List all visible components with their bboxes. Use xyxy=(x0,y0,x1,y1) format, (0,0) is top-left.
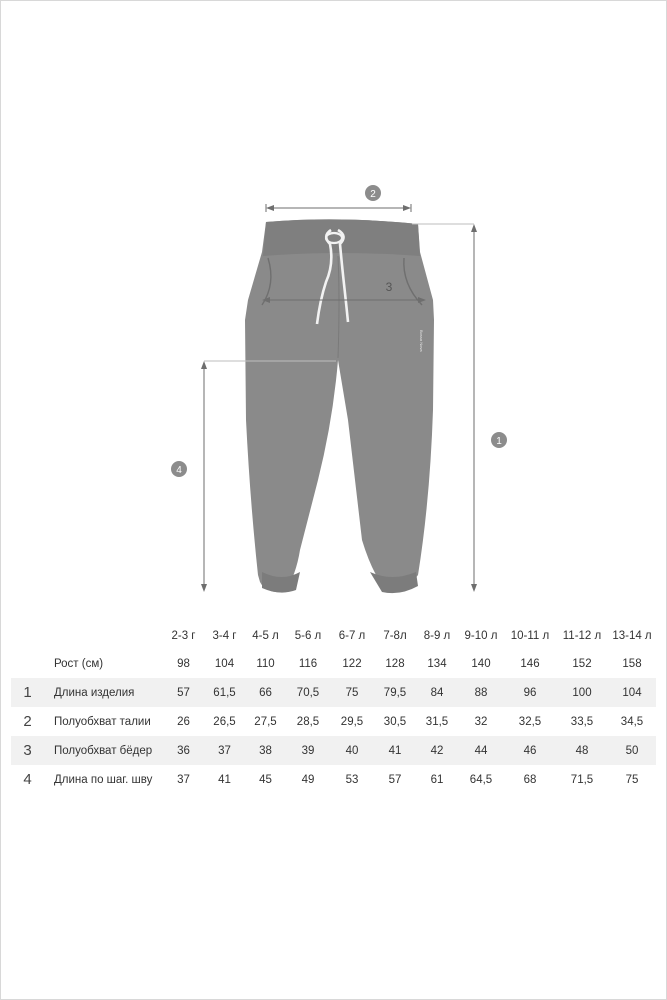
row-number: 4 xyxy=(23,771,32,788)
badge-1 xyxy=(491,432,507,448)
table-cell: 44 xyxy=(458,736,504,765)
svg-text:2: 2 xyxy=(370,189,376,200)
size-label: 8-9 л xyxy=(423,629,451,642)
size-label: 7-8л xyxy=(383,629,407,642)
table-cell: 34,5 xyxy=(620,715,644,728)
table-cell: 37 xyxy=(204,736,245,765)
table-cell: 75 xyxy=(330,678,374,707)
table-cell: 26 xyxy=(177,715,190,728)
table-cell: 134 xyxy=(427,657,447,670)
row-number: 1 xyxy=(11,678,44,707)
table-cell: 66 xyxy=(245,678,286,707)
size-label: 11-12 л xyxy=(562,629,602,642)
row-label: Длина по шаг. шву xyxy=(54,773,153,786)
table-cell: 64,5 xyxy=(469,773,493,786)
size-header-row xyxy=(11,622,656,649)
table-cell: 41 xyxy=(218,773,231,786)
size-label: 5-6 л xyxy=(294,629,322,642)
table-row xyxy=(11,765,656,794)
table-cell: 79,5 xyxy=(374,678,416,707)
table-cell: 37 xyxy=(177,773,190,786)
size-label: 3-4 г xyxy=(212,629,237,642)
table-cell: 53 xyxy=(345,773,359,786)
table-cell: 27,5 xyxy=(254,715,277,728)
measure-waist-line xyxy=(266,204,411,212)
table-cell: 158 xyxy=(622,657,642,670)
table-cell: 46 xyxy=(504,736,556,765)
table-cell: 28,5 xyxy=(296,715,320,728)
table-cell: 40 xyxy=(330,736,374,765)
svg-text:1: 1 xyxy=(496,436,502,447)
row-number xyxy=(11,649,44,678)
table-cell: 26,5 xyxy=(213,715,236,728)
table-cell: 42 xyxy=(416,736,458,765)
row-number: 2 xyxy=(23,713,32,730)
svg-text:4: 4 xyxy=(176,465,182,476)
table-cell: 49 xyxy=(301,773,315,786)
size-label: 9-10 л xyxy=(464,629,498,642)
row-label: Рост (см) xyxy=(54,657,104,670)
row-label: Полуобхват талии xyxy=(54,715,151,728)
brand-mark: Bossa Nova xyxy=(419,330,424,352)
badge-3: 3 xyxy=(385,280,393,294)
size-label: 4-5 л xyxy=(252,629,279,642)
table-cell: 70,5 xyxy=(286,678,330,707)
table-cell: 98 xyxy=(177,657,190,670)
table-cell: 146 xyxy=(520,657,540,670)
table-cell: 30,5 xyxy=(383,715,407,728)
size-label: 2-3 г xyxy=(171,629,196,642)
badge-2 xyxy=(365,185,381,201)
badge-4 xyxy=(171,461,187,477)
pants-figure xyxy=(245,219,434,593)
table-cell: 122 xyxy=(342,657,362,670)
table-cell: 29,5 xyxy=(340,715,364,728)
table-cell: 32,5 xyxy=(518,715,542,728)
table-cell: 36 xyxy=(163,736,204,765)
table-cell: 38 xyxy=(245,736,286,765)
table-row xyxy=(11,707,656,736)
table-cell: 41 xyxy=(374,736,416,765)
table-cell: 50 xyxy=(608,736,656,765)
table-cell: 152 xyxy=(572,657,592,670)
table-cell: 96 xyxy=(504,678,556,707)
size-table xyxy=(11,622,656,794)
table-row xyxy=(11,736,656,765)
table-cell: 68 xyxy=(523,773,537,786)
table-cell: 57 xyxy=(163,678,204,707)
table-cell: 48 xyxy=(556,736,608,765)
table-cell: 128 xyxy=(385,657,405,670)
table-cell: 61 xyxy=(430,773,444,786)
table-cell: 61,5 xyxy=(204,678,245,707)
table-cell: 140 xyxy=(471,657,491,670)
table-cell: 84 xyxy=(416,678,458,707)
table-cell: 116 xyxy=(298,657,318,670)
table-cell: 71,5 xyxy=(570,773,594,786)
table-row xyxy=(11,649,656,678)
table-cell: 110 xyxy=(256,657,275,670)
row-number: 3 xyxy=(11,736,44,765)
size-label: 6-7 л xyxy=(338,629,366,642)
table-cell: 39 xyxy=(286,736,330,765)
table-cell: 104 xyxy=(214,657,235,670)
table-cell: 75 xyxy=(625,773,639,786)
table-row xyxy=(11,678,656,707)
table-cell: 104 xyxy=(608,678,656,707)
row-label: Полуобхват бёдер xyxy=(44,736,163,765)
table-cell: 100 xyxy=(556,678,608,707)
table-cell: 57 xyxy=(388,773,402,786)
size-label: 10-11 л xyxy=(510,629,550,642)
table-cell: 32 xyxy=(474,715,488,728)
size-label: 13-14 л xyxy=(612,629,652,642)
row-label: Длина изделия xyxy=(44,678,163,707)
table-cell: 88 xyxy=(458,678,504,707)
table-cell: 31,5 xyxy=(425,715,449,728)
table-cell: 33,5 xyxy=(570,715,594,728)
table-cell: 45 xyxy=(259,773,272,786)
